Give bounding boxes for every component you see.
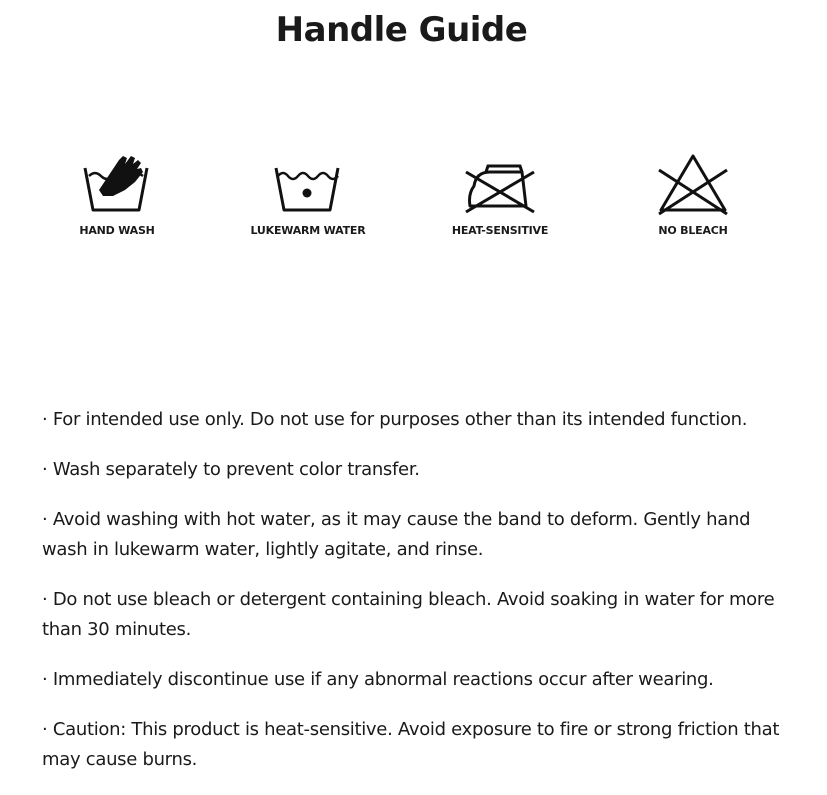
heat-sensitive-icon xyxy=(460,150,540,216)
care-icons-row xyxy=(0,150,827,250)
care-item-heat-sensitive xyxy=(420,150,580,237)
care-item-hand-wash xyxy=(37,150,197,237)
list-item: · For intended use only. Do not use for purposes other than its intended function. xyxy=(42,409,748,430)
page-title: Handle Guide xyxy=(275,10,528,50)
care-item-no-bleach xyxy=(613,150,773,237)
list-item: · Caution: This product is heat-sensitive. Avoid exposure to fire or strong friction that may cause burns. xyxy=(42,719,780,770)
no-bleach-label: NO BLEACH xyxy=(658,224,728,237)
list-item: · Do not use bleach or detergent containing bleach. Avoid soaking in water for more than 30 minutes. xyxy=(42,589,775,640)
care-item-lukewarm-water xyxy=(228,150,388,237)
lukewarm-water-icon xyxy=(268,150,348,216)
hand-wash-label: HAND WASH xyxy=(79,224,155,237)
lukewarm-water-label: LUKEWARM WATER xyxy=(250,224,366,237)
list-item: · Immediately discontinue use if any abnormal reactions occur after wearing. xyxy=(42,669,714,690)
list-item: · Avoid washing with hot water, as it may cause the band to deform. Gently hand wash in lukewarm water, lightly agitate, and rinse. xyxy=(42,509,751,560)
heat-sensitive-label: HEAT-SENSITIVE xyxy=(451,224,549,237)
hand-wash-icon xyxy=(77,150,157,216)
care-instructions-list xyxy=(42,405,782,795)
no-bleach-icon xyxy=(653,150,733,216)
list-item: · Wash separately to prevent color transfer. xyxy=(42,459,420,480)
